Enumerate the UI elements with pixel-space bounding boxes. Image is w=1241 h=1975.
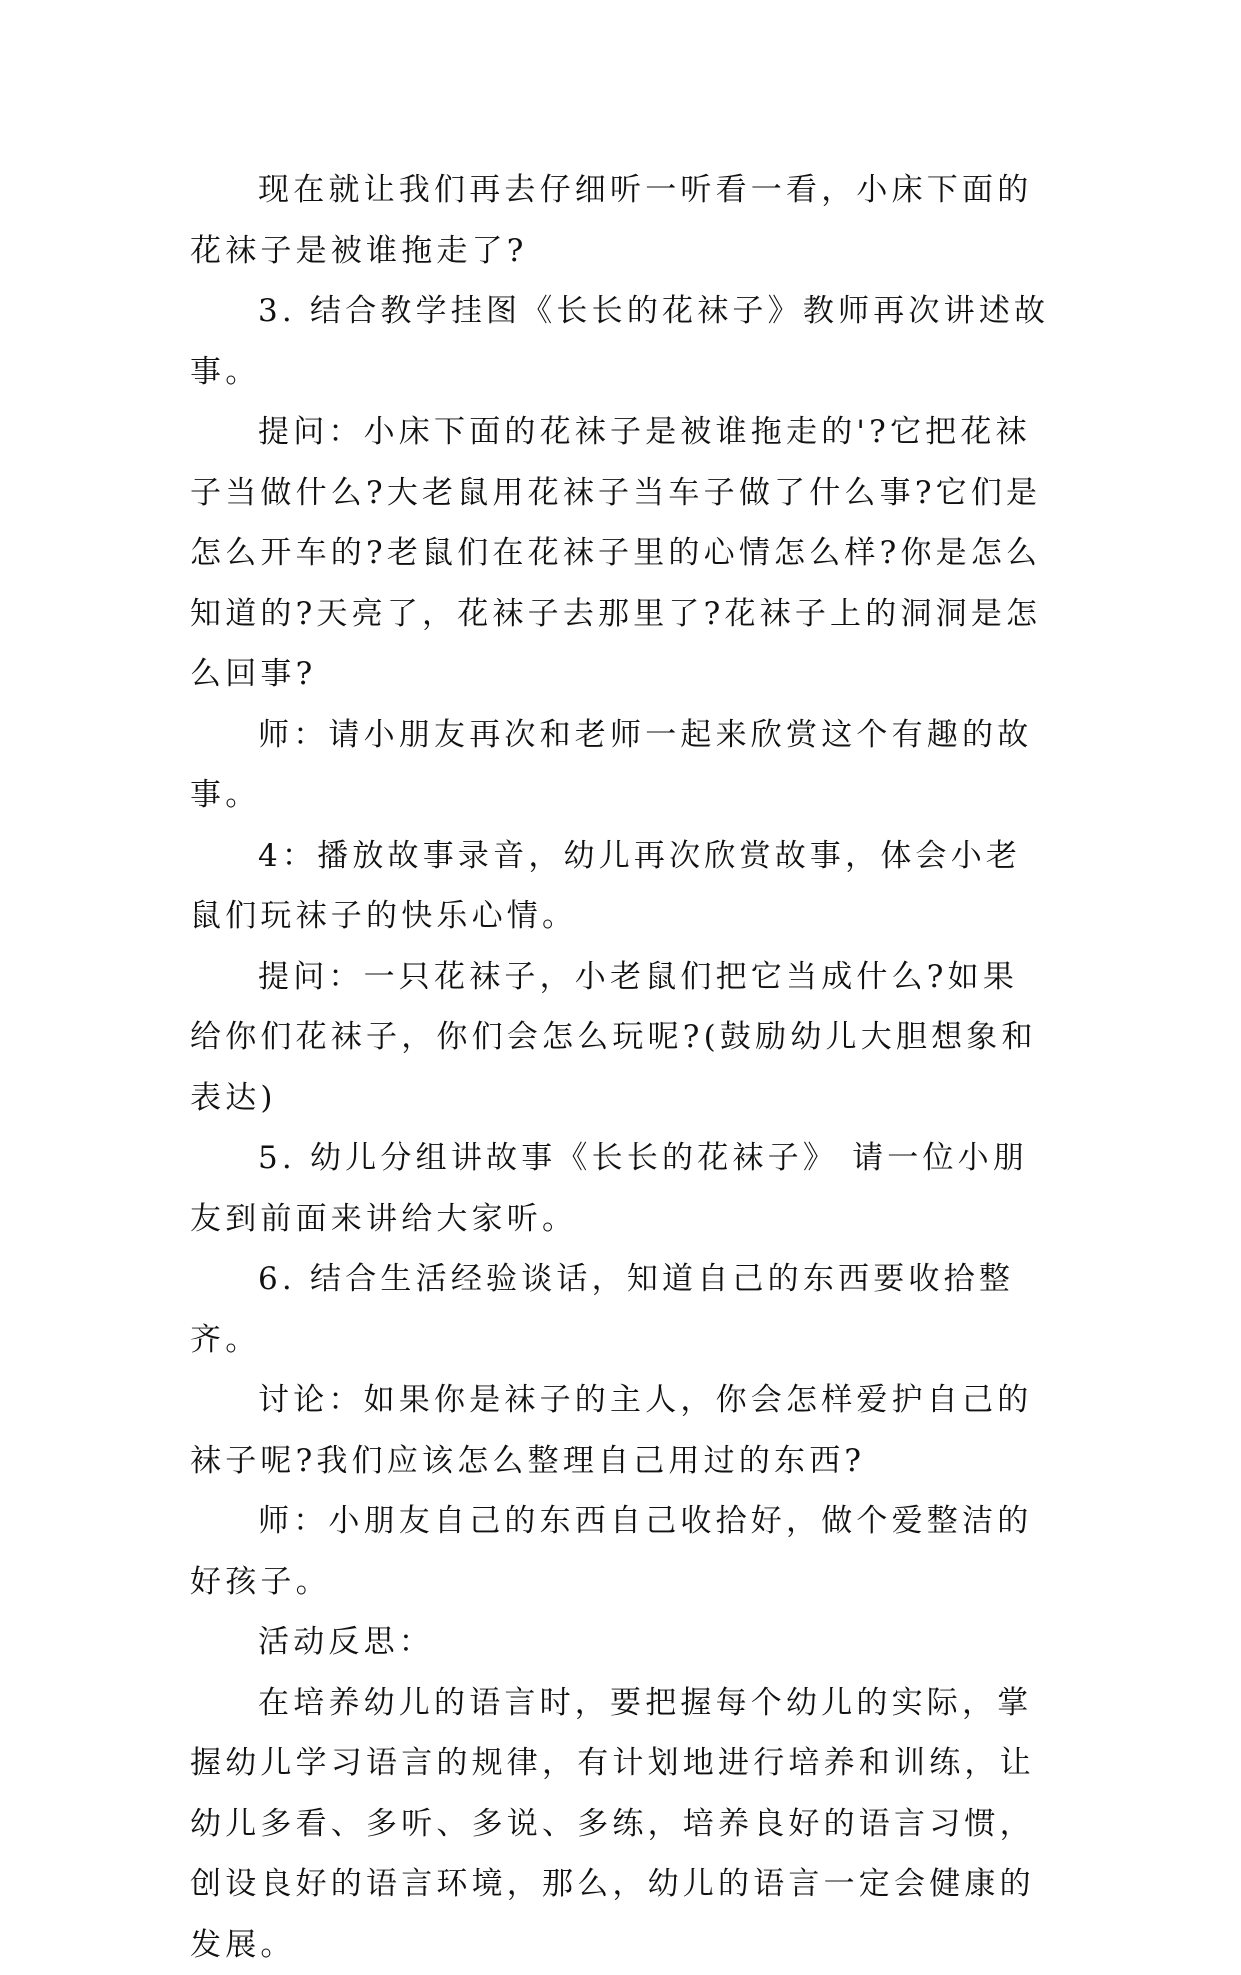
paragraph-teacher-2: 师：小朋友自己的东西自己收拾好，做个爱整洁的好孩子。 xyxy=(190,1491,1050,1612)
paragraph-step-5: 5. 幼儿分组讲故事《长长的花袜子》 请一位小朋友到前面来讲给大家听。 xyxy=(190,1128,1050,1249)
paragraph-question-2: 提问：一只花袜子，小老鼠们把它当成什么?如果给你们花袜子，你们会怎么玩呢?(鼓励幼儿大胆想象和表达) xyxy=(190,947,1050,1129)
section-heading-reflection: 活动反思： xyxy=(190,1612,1050,1673)
document-body xyxy=(190,160,1050,1975)
paragraph-story-intro: 现在就让我们再去仔细听一听看一看，小床下面的花袜子是被谁拖走了? xyxy=(190,160,1050,281)
paragraph-discussion: 讨论：如果你是袜子的主人，你会怎样爱护自己的袜子呢?我们应该怎么整理自己用过的东西? xyxy=(190,1370,1050,1491)
paragraph-teacher-1: 师：请小朋友再次和老师一起来欣赏这个有趣的故事。 xyxy=(190,705,1050,826)
paragraph-step-3: 3. 结合教学挂图《长长的花袜子》教师再次讲述故事。 xyxy=(190,281,1050,402)
paragraph-step-4: 4：播放故事录音，幼儿再次欣赏故事，体会小老鼠们玩袜子的快乐心情。 xyxy=(190,826,1050,947)
paragraph-question-1: 提问：小床下面的花袜子是被谁拖走的'?它把花袜子当做什么?大老鼠用花袜子当车子做了什么事?它们是怎么开车的?老鼠们在花袜子里的心情怎么样?你是怎么知道的?天亮了，花袜子去那里了?花袜子上的洞洞是怎么回事? xyxy=(190,402,1050,705)
paragraph-reflection: 在培养幼儿的语言时，要把握每个幼儿的实际，掌握幼儿学习语言的规律，有计划地进行培养和训练，让幼儿多看、多听、多说、多练，培养良好的语言习惯，创设良好的语言环境，那么，幼儿的语言一定会健康的发展。 xyxy=(190,1673,1050,1975)
paragraph-step-6: 6. 结合生活经验谈话，知道自己的东西要收拾整齐。 xyxy=(190,1249,1050,1370)
